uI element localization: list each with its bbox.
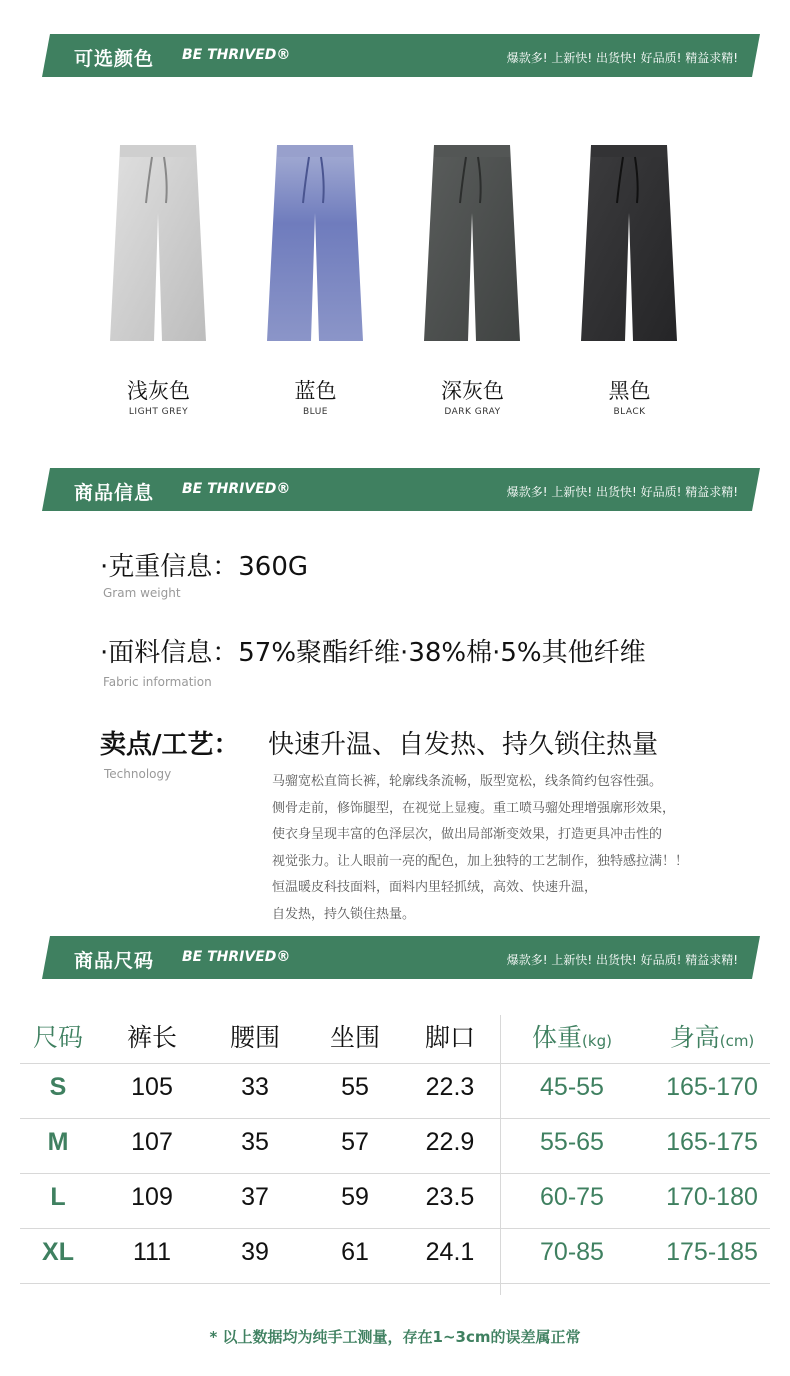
size-cell: 165-175 [666,1128,758,1156]
size-cell: 37 [241,1183,269,1211]
color-name-cn: 浅灰色 [127,379,190,403]
size-cell: 61 [341,1238,369,1266]
size-header-cell: 脚口 [424,1023,475,1052]
pants-light-grey-image [108,143,208,343]
description-line: 使衣身呈现丰富的色泽层次，做出局部渐变效果，打造更具冲击性的 [272,827,663,842]
size-cell: 111 [132,1238,171,1266]
size-cell: 175-185 [666,1238,758,1266]
description-line: 恒温暖皮科技面料，面料内里轻抓绒，高效、快速升温， [272,880,598,895]
size-cell: XL [42,1238,74,1266]
table-row-line [20,1173,770,1174]
banner-title: 可选颜色 [74,48,155,70]
color-name-cn: 黑色 [608,379,651,403]
rec-header-label: 身高 [669,1023,720,1052]
color-option-black[interactable] [551,135,708,435]
size-cell: 55 [341,1073,369,1101]
size-header-cell: 裤长 [126,1023,177,1052]
size-cell: 109 [131,1183,173,1211]
description-line: 自发热，持久锁住热量。 [272,906,416,922]
table-row-line [20,1228,770,1229]
size-cell: 35 [241,1128,269,1156]
weight-sub: Gram weight [103,586,181,600]
table-row-line [20,1118,770,1119]
color-option-light-grey[interactable] [80,135,237,435]
size-cell: 39 [241,1238,269,1266]
size-cell: 59 [341,1183,369,1211]
product-description [272,769,782,928]
brand-logo-text: BE THRIVED® [182,47,291,63]
size-cell: 107 [131,1128,173,1156]
tech-value: 快速升温、自发热、持久锁住热量 [268,730,659,760]
size-cell: 22.9 [425,1128,475,1156]
measurement-note: * 以上数据均为纯手工测量，存在1~3cm的误差属正常 [209,1328,581,1346]
color-name-en: LIGHT GREY [128,407,189,417]
size-cell: 170-180 [666,1183,758,1211]
section-banner-info [42,468,760,511]
table-divider [500,1015,501,1295]
tech-sub: Technology [104,767,172,781]
size-header-cell: 尺码 [32,1023,83,1052]
description-line: 侧骨走前，修饰腿型，在视觉上显瘦。重工喷马骝处理增强廓形效果， [272,800,676,816]
size-rec-header-cell [492,1018,652,1054]
fabric-label: ·面料信息： [100,638,239,668]
size-cell: M [47,1128,69,1156]
fabric-sub: Fabric information [103,675,212,689]
color-name-cn: 深灰色 [441,379,504,403]
rec-header-unit: (kg) [582,1032,612,1050]
fabric-info [100,632,646,669]
size-header-cell: 腰围 [229,1023,280,1052]
table-row-line [20,1063,770,1064]
color-name-cn: 蓝色 [294,379,337,403]
size-cell: L [50,1183,66,1211]
color-name-en: BLUE [302,407,328,417]
size-cell: 33 [241,1073,269,1101]
size-rec-header-cell [632,1018,790,1054]
tech-value-row [268,724,658,761]
color-option-dark-gray[interactable] [394,135,551,435]
banner-slogan: 爆款多! 上新快! 出货快! 好品质! 精益求精! [506,953,738,967]
size-cell: 23.5 [425,1183,475,1211]
rec-header-label: 体重 [532,1023,583,1052]
description-line: 马骝宽松直筒长裤，轮廓线条流畅，版型宽松，线条简约包容性强。 [272,774,663,789]
tech-info [100,724,240,761]
size-cell: 24.1 [425,1238,475,1266]
size-cell: 70-85 [540,1238,604,1266]
section-banner-colors [42,34,760,77]
weight-value: 360G [238,552,309,582]
size-cell: 165-170 [666,1073,758,1101]
fabric-value: 57%聚酯纤维·38%棉·5%其他纤维 [238,638,646,668]
description-line: 视觉张力。让人眼前一亮的配色，加上独特的工艺制作，独特感拉满！！ [272,853,689,869]
rec-header-unit: (cm) [719,1032,755,1050]
weight-label: ·克重信息： [100,552,239,582]
banner-title: 商品信息 [74,482,155,504]
color-options [80,135,710,435]
banner-slogan: 爆款多! 上新快! 出货快! 好品质! 精益求精! [506,51,738,65]
color-name-en: BLACK [613,407,646,417]
banner-slogan: 爆款多! 上新快! 出货快! 好品质! 精益求精! [506,485,738,499]
size-cell: 105 [131,1073,173,1101]
color-name-en: DARK GRAY [444,407,501,417]
brand-logo-text: BE THRIVED® [182,481,291,497]
size-cell: 45-55 [540,1073,604,1101]
size-header-cell: 坐围 [329,1023,380,1052]
tech-label: 卖点/工艺： [100,730,240,760]
size-cell: 55-65 [540,1128,604,1156]
size-cell: S [49,1073,67,1101]
size-cell: 60-75 [540,1183,604,1211]
brand-logo-text: BE THRIVED® [182,949,291,965]
size-cell: 57 [341,1128,369,1156]
color-option-blue[interactable] [237,135,394,435]
banner-title: 商品尺码 [74,950,155,972]
table-row-line [20,1283,770,1284]
section-banner-size [42,936,760,979]
pants-black-image [579,143,679,343]
size-cell: 22.3 [425,1073,475,1101]
pants-blue-image [265,143,365,343]
weight-info [100,546,308,583]
pants-dark-gray-image [422,143,522,343]
